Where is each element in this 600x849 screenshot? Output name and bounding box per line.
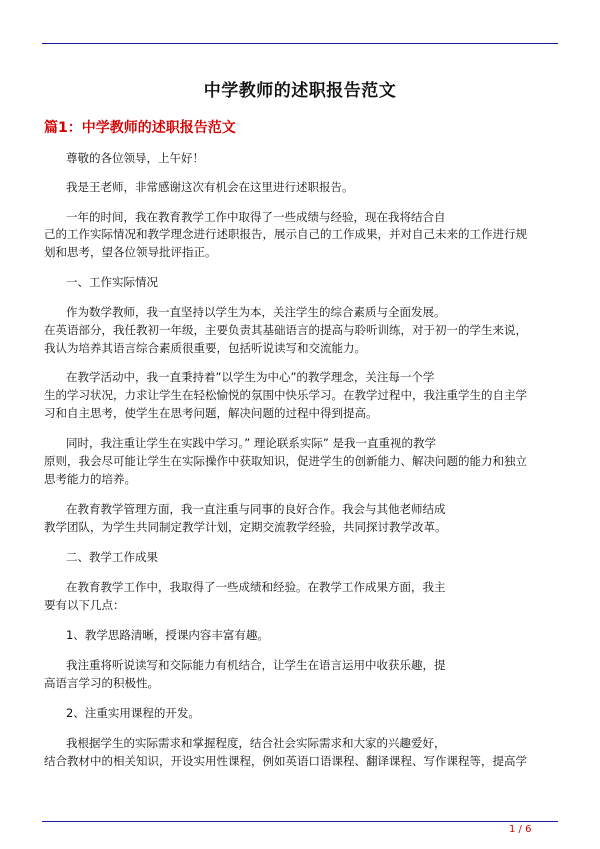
paragraph-line: 在教育教学管理方面，我一直注重与同事的良好合作。我会与其他老师结成: [66, 502, 446, 516]
paragraph-line: 我注重将听说读写和交际能力有机结合，让学生在语言运用中收获乐趣，提: [66, 658, 446, 672]
subsection-heading: 一、工作实际情况: [66, 275, 158, 289]
paragraph-line: 尊敬的各位领导，上午好！: [66, 151, 204, 165]
paragraph-line: 我是王老师，非常感谢这次有机会在这里进行述职报告。: [66, 180, 354, 194]
paragraph-line: 我根据学生的实际需求和掌握程度，结合社会实际需求和大家的兴趣爱好，: [66, 736, 446, 750]
paragraph-line: 己的工作实际情况和教学理念进行述职报告，展示自己的工作成果，并对自己未来的工作进行规: [44, 227, 527, 241]
paragraph-line: 在教育教学工作中，我取得了一些成绩和经验。在教学工作成果方面，我主: [66, 580, 446, 594]
header-rule: [42, 43, 558, 44]
paragraph-line: 划和思考，望各位领导批评指正。: [44, 245, 217, 259]
paragraph-line: 结合教材中的相关知识，开设实用性课程，例如英语口语课程、翻译课程、写作课程等，提高学: [44, 754, 527, 768]
page-number: 1 / 6: [509, 824, 532, 835]
paragraph-line: 我认为培养其语言综合素质很重要，包括听说读写和交流能力。: [44, 341, 366, 355]
paragraph-line: 在教学活动中，我一直秉持着”以学生为中心”的教学理念，关注每一个学: [66, 370, 435, 384]
paragraph-line: 原则，我会尽可能让学生在实际操作中获取知识，促进学生的创新能力、解决问题的能力和独立: [44, 454, 527, 468]
list-item: 1、教学思路清晰，授课内容丰富有趣。: [66, 628, 269, 642]
paragraph-line: 要有以下几点：: [44, 598, 125, 612]
paragraph-line: 思考能力的培养。: [44, 472, 136, 486]
footer-rule: [42, 821, 558, 822]
paragraph-line: 作为数学教师，我一直坚持以学生为本，关注学生的综合素质与全面发展。: [66, 305, 446, 319]
paragraph-line: 在英语部分，我任教初一年级，主要负责其基础语言的提高与聆听训练，对于初一的学生来说，: [44, 323, 527, 337]
paragraph-line: 教学团队，为学生共同制定教学计划，定期交流教学经验，共同探讨教学改革。: [44, 520, 447, 534]
paragraph-line: 生的学习状况，力求让学生在轻松愉悦的氛围中快乐学习。在教学过程中，我注重学生的自主学: [44, 388, 527, 402]
paragraph-line: 习和自主思考，使学生在思考问题，解决问题的过程中得到提高。: [44, 406, 378, 420]
subsection-heading: 二、教学工作成果: [66, 550, 158, 564]
section-heading: 篇1：中学教师的述职报告范文: [44, 120, 236, 136]
paragraph-line: 同时，我注重让学生在实践中学习。” 理论联系实际” 是我一直重视的教学: [66, 436, 436, 450]
document-title: 中学教师的述职报告范文: [203, 81, 397, 101]
paragraph-line: 高语言学习的积极性。: [44, 676, 159, 690]
list-item: 2、注重实用课程的开发。: [66, 706, 200, 720]
paragraph-line: 一年的时间，我在教育教学工作中取得了一些成绩与经验，现在我将结合自: [66, 210, 446, 224]
